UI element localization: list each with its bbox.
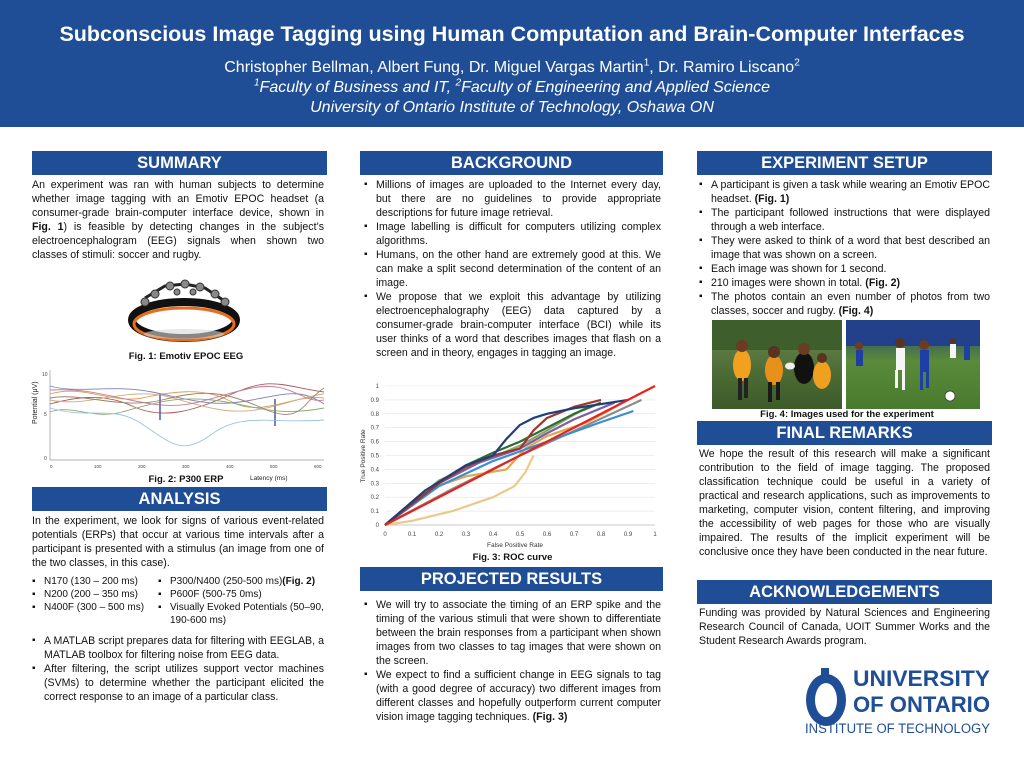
roc-ytick: 0.3 <box>370 481 379 488</box>
setup-text: The photos contain an even number of photos from two classes, soccer and rugby. <box>711 291 990 317</box>
roc-xtick: 0.5 <box>515 532 525 538</box>
poster-header <box>0 0 1024 127</box>
affil-2: Faculty of Engineering and Applied Science <box>461 79 770 96</box>
projected-fig-ref: (Fig. 3) <box>532 711 568 723</box>
affiliations <box>0 79 1024 97</box>
roc-ytick: 1 <box>375 384 379 390</box>
setup-heading: EXPERIMENT SETUP <box>697 151 992 175</box>
setup-bullet <box>699 276 990 290</box>
author-list <box>0 59 1024 77</box>
uoit-logo <box>803 664 993 740</box>
erp-xtick: 300 <box>182 464 190 469</box>
roc-ytick: 0.2 <box>370 495 379 502</box>
roc-xtick: 0 <box>383 532 387 538</box>
erp-ytick-0: 0 <box>44 456 47 462</box>
soccer-photo <box>846 320 980 409</box>
analysis-bullet: ▪ A MATLAB script prepares data for filtering with EEGLAB, a MATLAB toolbox for filtering noise from EEG data. <box>32 634 324 662</box>
poster-title: Subconscious Image Tagging using Human Computation and Brain-Computer Interfaces <box>59 22 965 46</box>
rugby-photo <box>712 320 842 409</box>
setup-text: A participant is given a task while wearing an Emotiv EPOC headset. <box>711 179 990 205</box>
erp-ytick-10: 10 <box>42 372 48 378</box>
roc-series-line <box>385 407 588 525</box>
projected-bullet-text: We expect to find a sufficient change in EEG signals to tag (with a good degree of accuracy) two different images from different classes and hopefully outperform current computer vision image tagging techniques. <box>376 669 661 723</box>
logo-line1: UNIVERSITY <box>853 666 991 691</box>
final-heading: FINAL REMARKS <box>697 421 992 445</box>
roc-ytick: 0.6 <box>370 439 379 446</box>
authors-text-2: , Dr. Ramiro Liscano <box>649 59 795 76</box>
projected-bullet <box>364 668 661 724</box>
erp-xtick: 200 <box>138 464 146 469</box>
projected-bullet: ▪ We will try to associate the timing of an ERP spike and the timing of the various stimuli that were shown to differentiate between the brain responses from a participant when shown images from two classes to tag images that were shown on the screen. <box>364 598 661 668</box>
roc-xtick: 0.6 <box>542 532 552 538</box>
affil-1: Faculty of Business and IT, <box>259 79 456 96</box>
roc-xlabel: False Positive Rate <box>487 542 543 549</box>
projected-heading: PROJECTED RESULTS <box>360 567 663 591</box>
erp-item: ▪ N200 (200 – 350 ms) <box>32 588 160 601</box>
setup-fig-ref: (Fig. 4) <box>838 305 874 317</box>
ack-heading: ACKNOWLEDGEMENTS <box>697 580 992 604</box>
fig4-caption: Fig. 4: Images used for the experiment <box>760 409 934 420</box>
roc-xtick: 0.8 <box>596 532 606 538</box>
ack-text: Funding was provided by Natural Sciences and Engineering Research Council of Canada, UOIT Summer Works and the Student Research Awards program. <box>699 607 990 647</box>
erp-xtick: 0 <box>50 464 53 469</box>
erp-item: ▪ N400F (300 – 500 ms) <box>32 601 160 614</box>
erp-item: ▪ Visually Evoked Potentials (50–90, 190-600 ms) <box>158 601 328 627</box>
author-sup-1: 1 <box>643 57 650 69</box>
summary-text-2: ) is feasible by detecting changes in the subject’s electroencephalogram (EEG) signals when shown two classes of stimuli: soccer and rugby. <box>32 221 324 261</box>
setup-bullet: ▪ Each image was shown for 1 second. <box>699 262 990 276</box>
roc-ylabel: True Positive Rate <box>360 429 367 483</box>
roc-ytick: 0 <box>375 523 379 529</box>
affil-sup-1: 1 <box>253 77 260 89</box>
erp-xtick: 600 <box>314 464 322 469</box>
erp-item: ▪ N170 (130 – 200 ms) <box>32 575 160 588</box>
erp-item-text: P300/N400 (250-500 ms) <box>170 576 283 587</box>
author-sup-2: 2 <box>794 57 800 69</box>
logo-line2: OF ONTARIO <box>853 692 990 717</box>
analysis-heading: ANALYSIS <box>32 487 327 511</box>
setup-bullets <box>699 178 990 318</box>
setup-text: 210 images were shown in total. <box>711 277 866 289</box>
roc-xtick: 0.3 <box>461 532 471 538</box>
setup-bullet <box>699 178 990 206</box>
logo-line3: INSTITUTE OF TECHNOLOGY <box>805 721 990 736</box>
background-heading: BACKGROUND <box>360 151 663 175</box>
erp-list-2 <box>158 575 328 627</box>
analysis-intro: In the experiment, we look for signs of various event-related potentials (ERPs) that occur at various time intervals after a participant is presented with a stimulus (an image from one of the two classes, in this case). <box>32 515 324 569</box>
setup-bullet: ▪ They were asked to think of a word that best described an image that was shown on a screen. <box>699 234 990 262</box>
analysis-bullets <box>32 634 324 704</box>
erp-xtick: 100 <box>94 464 102 469</box>
background-bullet: ▪ We propose that we exploit this advantage by utilizing electroencephalography (EEG) data captured by a consumer-grade brain-computer interface (BCI) while its user thinks of a word that describes images that flash on a screen and in theory, engages in tagging an image. <box>364 290 661 360</box>
fig2-caption: Fig. 2: P300 ERP <box>148 474 224 485</box>
university-line: University of Ontario Institute of Technology, Oshawa ON <box>310 99 714 116</box>
emotiv-headset-image <box>125 278 243 346</box>
roc-ytick: 0.1 <box>370 509 379 516</box>
roc-xtick: 1 <box>653 532 657 538</box>
setup-fig-ref: (Fig. 2) <box>865 277 901 289</box>
analysis-bullet: ▪ After filtering, the script utilizes support vector machines (SVMs) to determine whether the participant elicited the correct response to an image of a particular class. <box>32 662 324 704</box>
roc-ytick: 0.5 <box>370 453 379 460</box>
roc-xtick: 0.1 <box>407 532 417 538</box>
summary-text-1: An experiment was ran with human subjects to determine whether image tagging with an Emotiv EPOC headset (a consumer-grade brain-computer interface device, shown in <box>32 179 324 219</box>
erp-xtick: 500 <box>270 464 278 469</box>
authors-text: Christopher Bellman, Albert Fung, Dr. Miguel Vargas Martin <box>224 59 644 76</box>
summary-fig-ref: Fig. 1 <box>32 221 64 233</box>
setup-bullet: ▪ The participant followed instructions that were displayed through a web interface. <box>699 206 990 234</box>
erp-item: ▪ P600F (500-75 0ms) <box>158 588 328 601</box>
roc-ytick: 0.9 <box>370 397 379 404</box>
erp-ylabel: Potential (μV) <box>32 381 39 424</box>
erp-fig-ref: (Fig. 2) <box>282 576 316 587</box>
erp-item <box>158 575 328 588</box>
summary-heading: SUMMARY <box>32 151 327 175</box>
erp-xlabel: Latency (ms) <box>250 475 288 482</box>
roc-xtick: 0.4 <box>488 532 498 538</box>
roc-chart <box>355 378 665 550</box>
setup-fig-ref: (Fig. 1) <box>754 193 790 205</box>
final-text: We hope the result of this research will make a significant contribution to the field of image tagging. The proposed classification technique could be useful in a variety of practical and research applications, such as improvements to marketing, computer vision, content filtering, and improving the accessibility of web pages for those who are visually impaired. The results of the implicit experiment will be conclusive once they have been conducted in the near future. <box>699 448 990 558</box>
roc-xtick: 0.2 <box>434 532 444 538</box>
roc-svg <box>355 378 665 550</box>
affil-sup-2: 2 <box>455 77 462 89</box>
erp-list-1 <box>32 575 160 614</box>
background-bullet: ▪ Humans, on the other hand are extremely good at this. We can make a split second determination of the content of an image. <box>364 248 661 290</box>
roc-xtick: 0.7 <box>569 532 579 538</box>
roc-ytick: 0.7 <box>370 425 379 432</box>
roc-xtick: 0.9 <box>623 532 633 538</box>
background-bullet: ▪ Millions of images are uploaded to the Internet every day, but there are no guidelines to provide appropriate descriptions for future image retrieval. <box>364 178 661 220</box>
fig3-caption: Fig. 3: ROC curve <box>472 552 553 563</box>
setup-bullet <box>699 290 990 318</box>
roc-ytick: 0.8 <box>370 411 379 418</box>
roc-ytick: 0.4 <box>370 467 379 474</box>
projected-bullets <box>364 598 661 724</box>
erp-xtick: 400 <box>226 464 234 469</box>
background-bullets <box>364 178 661 360</box>
background-bullet: ▪ Image labelling is difficult for computers utilizing complex algorithms. <box>364 220 661 248</box>
fig1-caption: Fig. 1: Emotiv EPOC EEG <box>128 351 244 362</box>
summary-text <box>32 178 324 262</box>
erp-ytick-5: 5 <box>44 412 47 418</box>
